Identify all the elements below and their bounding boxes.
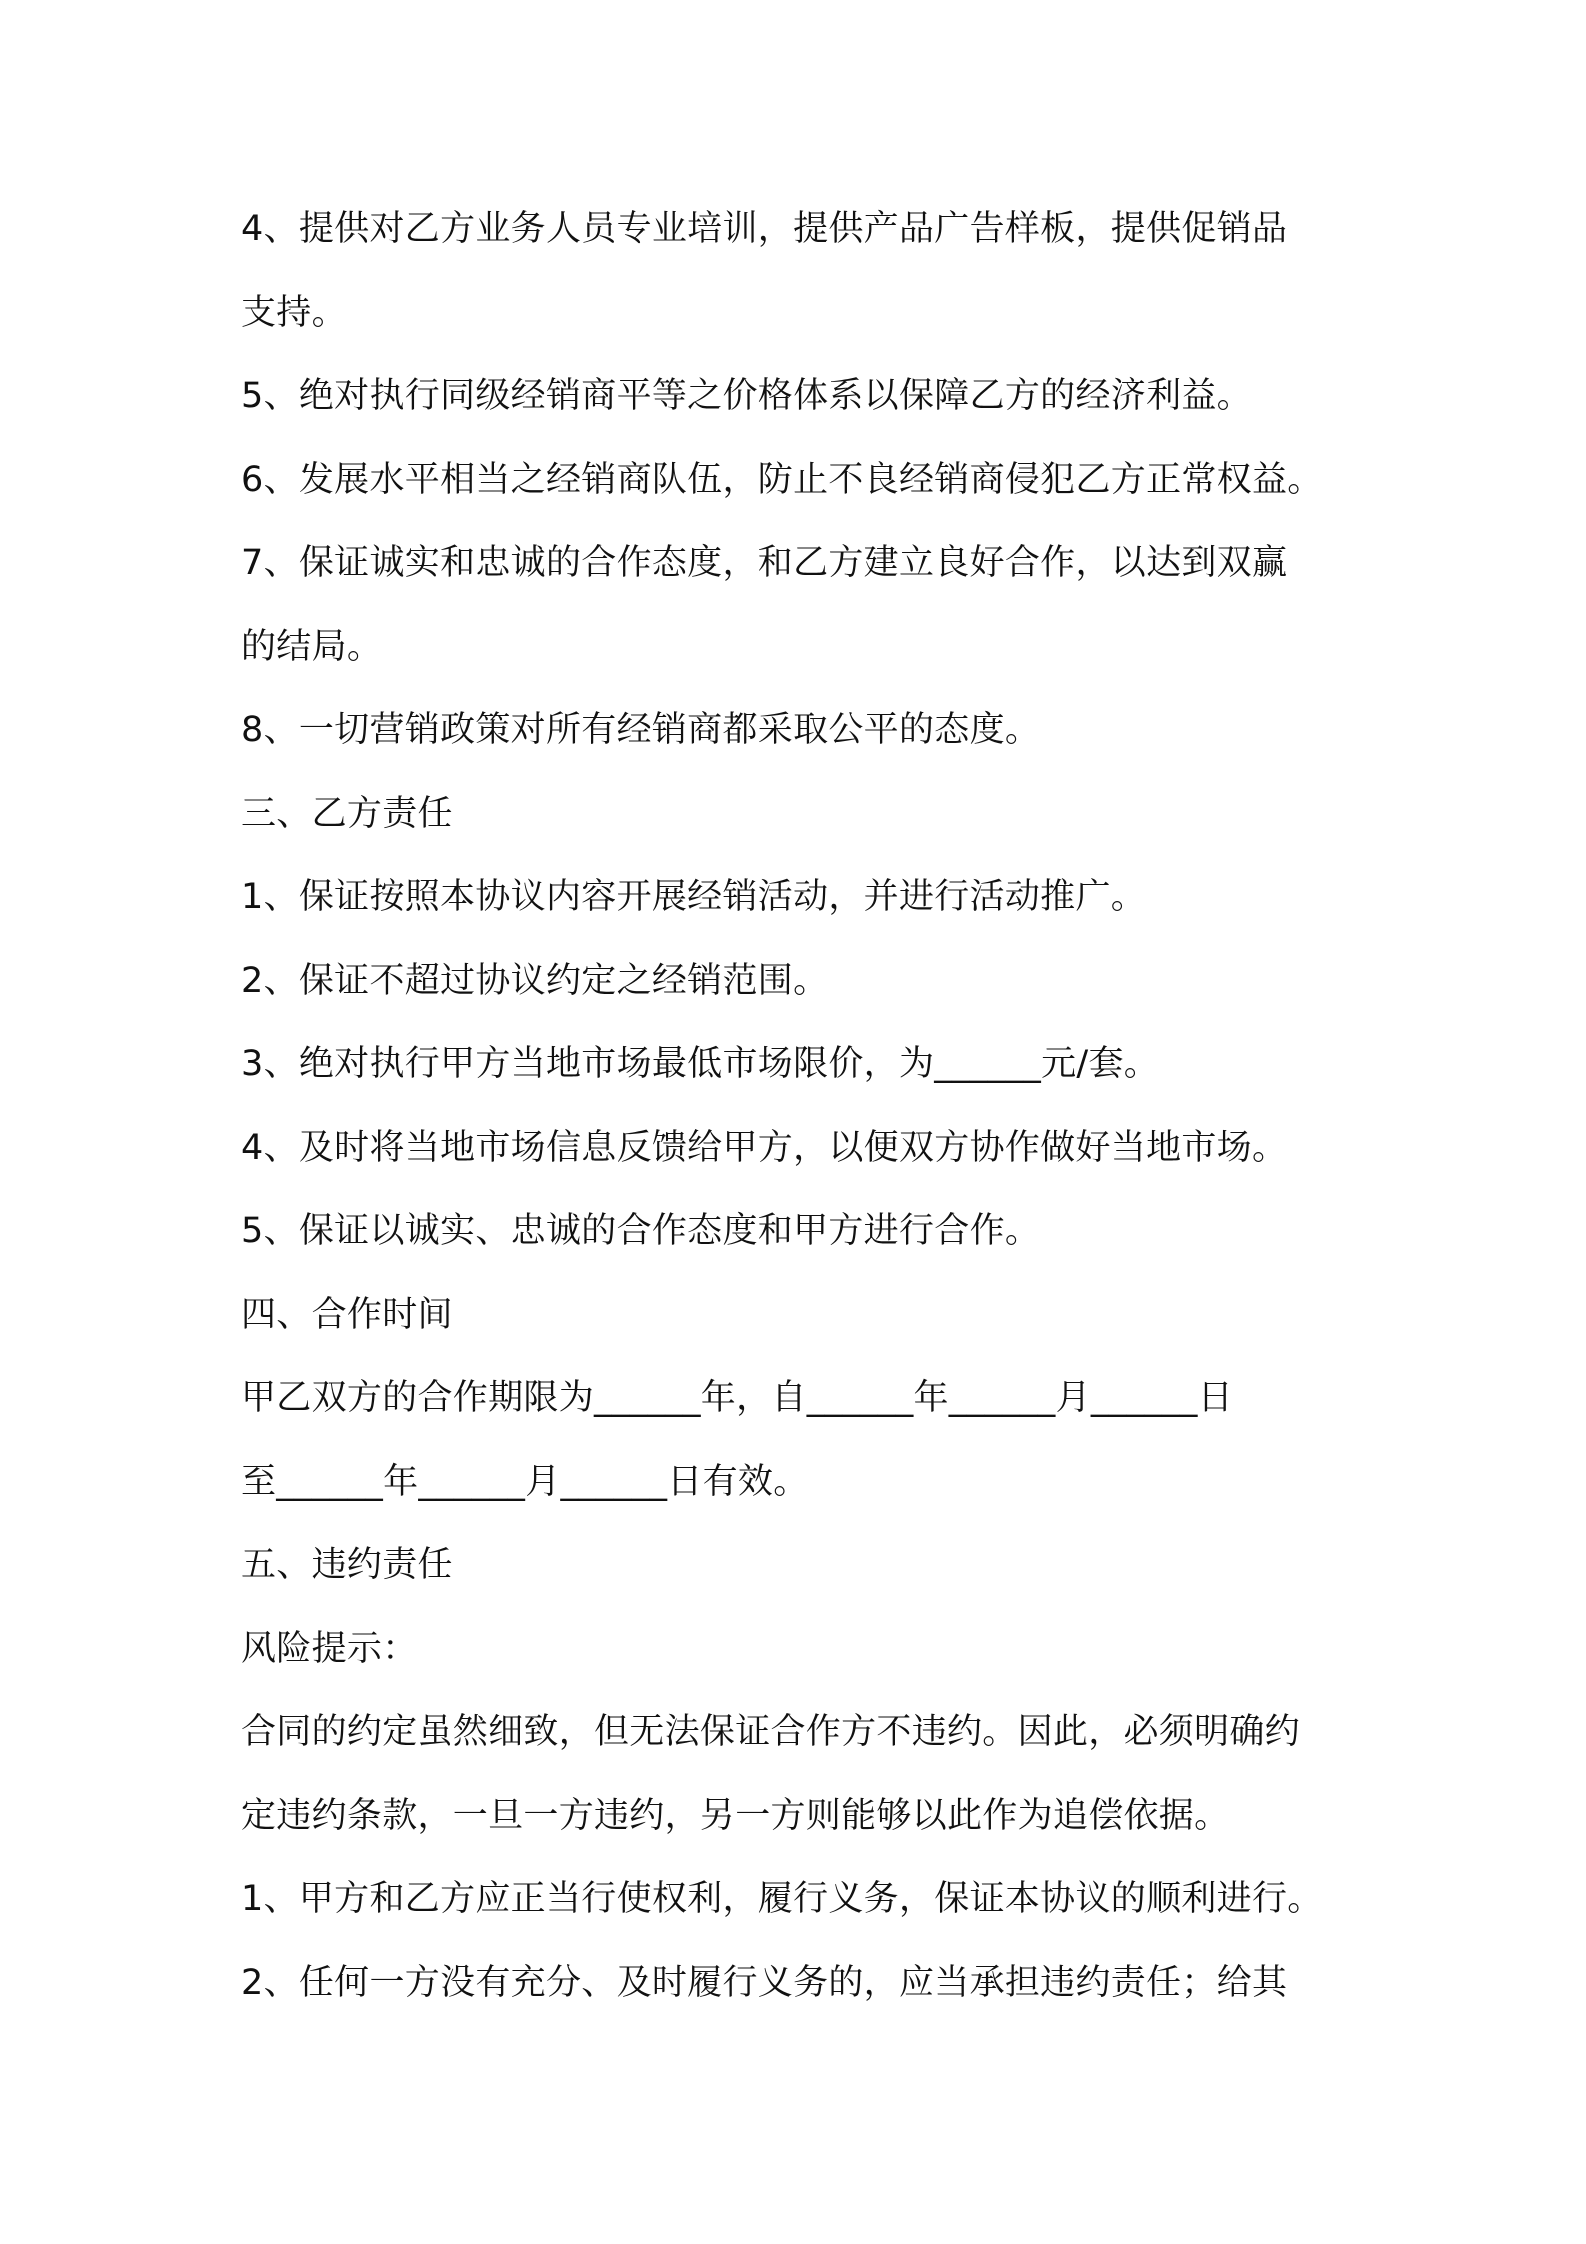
text-line: 6、发展水平相当之经销商队伍，防止不良经销商侵犯乙方正常权益。 [241, 459, 1323, 500]
text-line: 至______年______月______日有效。 [241, 1461, 809, 1502]
section-heading: 五、违约责任 [241, 1545, 453, 1585]
text-line: 8、一切营销政策对所有经销商都采取公平的态度。 [241, 710, 1041, 750]
text-line: 3、绝对执行甲方当地市场最低市场限价，为______元/套。 [241, 1044, 1160, 1084]
text-line: 支持。 [241, 292, 347, 333]
text-line: 合同的约定虽然细致，但无法保证合作方不违约。因此，必须明确约 [241, 1712, 1301, 1752]
document-body [241, 200, 1381, 2037]
section-heading: 四、合作时间 [241, 1294, 453, 1335]
text-line: 1、甲方和乙方应正当行使权利，履行义务，保证本协议的顺利进行。 [241, 1879, 1323, 1919]
text-line: 5、绝对执行同级经销商平等之价格体系以保障乙方的经济利益。 [241, 376, 1252, 416]
text-line: 5、保证以诚实、忠诚的合作态度和甲方进行合作。 [241, 1211, 1041, 1251]
risk-label: 风险提示： [241, 1628, 418, 1669]
text-line: 1、保证按照本协议内容开展经销活动，并进行活动推广。 [241, 877, 1147, 917]
text-line: 4、及时将当地市场信息反馈给甲方，以便双方协作做好当地市场。 [241, 1127, 1288, 1168]
text-line: 4、提供对乙方业务人员专业培训，提供产品广告样板，提供促销品 [241, 209, 1288, 249]
text-line: 甲乙双方的合作期限为______年，自______年______月______日 [241, 1378, 1234, 1418]
text-line: 定违约条款，一旦一方违约，另一方则能够以此作为追偿依据。 [241, 1795, 1230, 1836]
section-heading: 三、乙方责任 [241, 793, 453, 834]
text-line: 的结局。 [241, 626, 383, 667]
text-line: 2、保证不超过协议约定之经销范围。 [241, 960, 829, 1001]
text-line: 7、保证诚实和忠诚的合作态度，和乙方建立良好合作，以达到双赢 [241, 543, 1288, 583]
text-line: 2、任何一方没有充分、及时履行义务的，应当承担违约责任；给其 [241, 1962, 1288, 2003]
